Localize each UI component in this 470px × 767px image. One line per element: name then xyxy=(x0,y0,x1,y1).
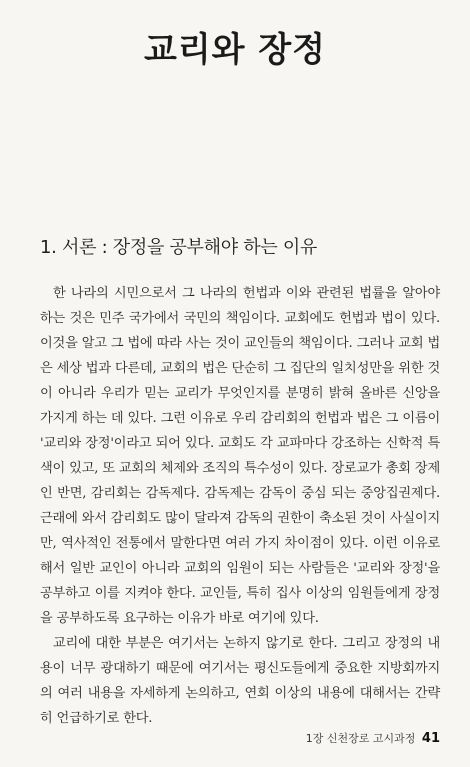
chapter-title: 교리와 장정 xyxy=(143,30,327,70)
footer-chapter-label: 1장 신천장로 고시과정 xyxy=(305,732,416,745)
paragraph-1: 한 나라의 시민으로서 그 나라의 헌법과 이와 관련된 법률을 알아야 하는 것은 민주 국가에서 국민의 책임이다. 교회에도 헌법과 법이 있다. 이것을 알고 그 법에 따라 사는 것이 교인들의 책임이다. 그러나 교회 법은 세상 법과 다른데, 교회의 법은 단순히 그 집단의 일치성만을 위한 것이 아니라 우리가 믿는 교리가 무엇인지를 분명히 밝혀 올바른 신앙을 가지게 하는 데 있다. 그런 이유로 우리 감리회의 헌법과 법은 그 이름이 '교리와 장정'이라고 되어 있다. 교회도 각 교파마다 강조하는 신학적 특색이 있고, 또 교회의 체제와 조직의 특수성이 있다. 장로교가 총회 장제인 반면, 감리회는 감독제다. 감독제는 감독이 중심 되는 중앙집권제다. 근래에 와서 감리회도 많이 달라져 감독의 권한이 축소된 것이 사실이지만, 역사적인 전통에서 말한다면 여러 가지 차이점이 있다. 이런 이유로 해서 일반 교인이 아니라 교회의 임원이 되는 사람들은 '교리와 장정'을 공부하고 이를 지켜야 한다. 교인들, 특히 집사 이상의 임원들에게 장정을 공부하도록 요구하는 이유가 바로 여기에 있다. xyxy=(40,286,440,626)
page-number: 41 xyxy=(421,731,440,746)
paragraph-2: 교리에 대한 부분은 여기서는 논하지 않기로 한다. 그리고 장정의 내용이 너무 광대하기 때문에 여기서는 평신도들에게 중요한 지방회까지의 여러 내용을 자세하게 논의하고, 연회 이상의 내용에 대해서는 간략히 언급하기로 한다. xyxy=(40,636,440,726)
section-heading: 1. 서론 : 장정을 공부해야 하는 이유 xyxy=(40,237,318,258)
page-footer xyxy=(306,730,440,746)
body-text xyxy=(40,281,440,731)
